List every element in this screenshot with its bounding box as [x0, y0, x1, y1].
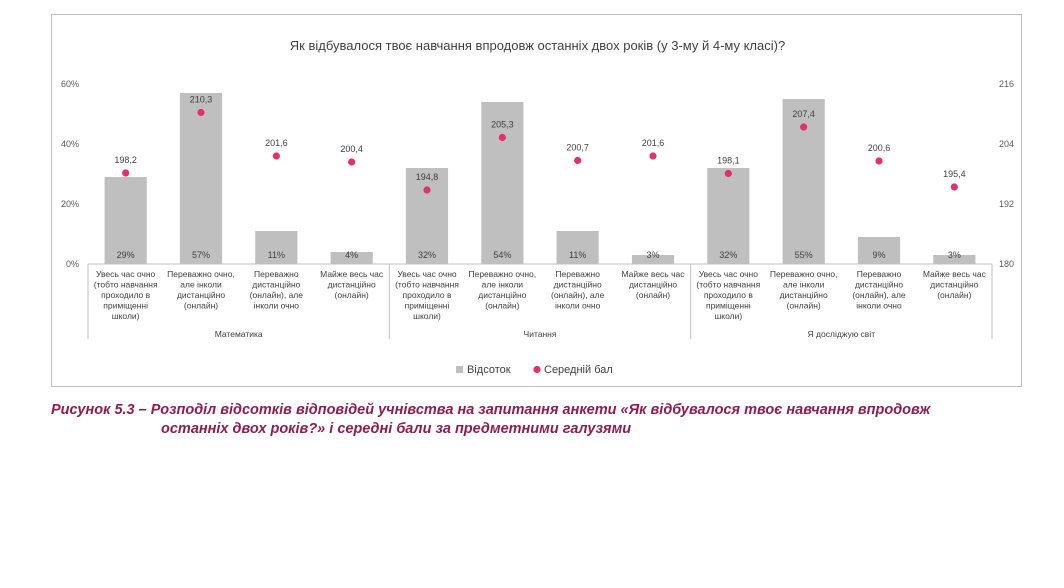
score-value-label: 200,4 [340, 144, 363, 154]
score-marker [725, 170, 732, 177]
bar-value-label: 57% [191, 250, 211, 260]
legend-label-percent: Відсоток [467, 364, 511, 376]
group-label: Математика [214, 329, 263, 339]
right-axis-tick-label: 180 [999, 259, 1015, 269]
score-value-label: 194,8 [415, 172, 439, 182]
left-axis-tick-label: 40% [60, 139, 79, 149]
category-label: Переважно дистанційно (онлайн), але інколи очно [550, 269, 605, 311]
score-marker [649, 152, 656, 159]
score-value-label: 200,7 [566, 142, 589, 153]
category-label: Переважно очно, але інколи дистанційно (онлайн) [769, 269, 838, 311]
category-label: Переважно дистанційно (онлайн), але інколи очно [249, 269, 304, 311]
score-marker [800, 123, 807, 130]
score-value-label: 201,6 [641, 138, 665, 148]
bar-value-label: 32% [417, 250, 437, 260]
score-marker [348, 158, 355, 165]
right-axis-tick-label: 216 [999, 79, 1015, 89]
caption-line-2: останніх двох років?» і середні бали за предметними галузями [161, 421, 632, 437]
right-axis-tick-label: 204 [999, 139, 1015, 149]
category-label: Майже весь час дистанційно (онлайн) [922, 269, 986, 300]
right-axis-tick-label: 192 [999, 199, 1015, 209]
score-marker [499, 134, 506, 141]
chart-svg [52, 15, 1023, 388]
category-label: Увесь час очно (тобто навчання проходило в приміщенні школи) [696, 269, 761, 321]
score-value-label: 201,6 [265, 138, 288, 148]
legend-marker-score [533, 366, 540, 373]
score-value-label: 207,4 [792, 109, 815, 119]
left-axis-tick-label: 60% [60, 79, 79, 89]
category-label: Переважно дистанційно (онлайн), але інколи очно [852, 269, 906, 311]
score-value-label: 205,3 [491, 119, 514, 130]
category-label: Переважно очно, але інколи дистанційно (онлайн) [468, 269, 537, 311]
figure-caption [51, 401, 1041, 439]
bar-value-label: 11% [267, 250, 286, 260]
score-marker [951, 183, 958, 190]
score-marker [122, 169, 129, 176]
category-label: Переважно очно, але інколи дистанційно (онлайн) [167, 269, 235, 311]
score-marker [423, 186, 430, 193]
chart-title: Як відбувалося твоє навчання впродовж останніх двох років (у 3-му й 4-му класі)? [289, 38, 786, 53]
caption-line-1: Рисунок 5.3 – Розподіл відсотків відповідей учнівства на запитання анкети «Як відбувалося твоє навчання впродовж [51, 402, 931, 418]
score-value-label: 198,2 [114, 155, 137, 165]
category-label: Увесь час очно (тобто навчання проходило в приміщенні школи) [93, 269, 158, 321]
bar-value-label: 54% [493, 250, 512, 260]
category-label: Майже весь час дистанційно (онлайн) [320, 269, 384, 300]
bar-value-label: 55% [794, 250, 813, 260]
bar-value-label: 32% [719, 250, 738, 260]
score-value-label: 200,6 [867, 143, 891, 153]
bar-value-label: 3% [947, 250, 961, 260]
category-label: Майже весь час дистанційно (онлайн) [621, 269, 685, 300]
score-value-label: 198,1 [717, 155, 740, 166]
bar-value-label: 29% [116, 250, 135, 260]
bar-value-label: 9% [872, 250, 886, 260]
group-label: Я досліджую світ [807, 329, 876, 339]
score-value-label: 210,3 [189, 94, 213, 105]
bar-value-label: 11% [568, 250, 587, 260]
score-value-label: 195,4 [943, 169, 966, 179]
legend-swatch-percent [456, 366, 463, 373]
chart-frame [51, 14, 1022, 387]
bar-value-label: 4% [345, 250, 359, 260]
bar-value-label: 3% [646, 250, 660, 260]
left-axis-tick-label: 0% [65, 259, 79, 269]
left-axis-tick-label: 20% [60, 199, 79, 209]
score-marker [574, 157, 581, 164]
legend-label-score: Середній бал [544, 364, 613, 376]
category-label: Увесь час очно (тобто навчання проходило в приміщенні школи) [395, 269, 459, 321]
score-marker [197, 109, 204, 116]
group-label: Читання [523, 329, 557, 339]
score-marker [273, 152, 280, 159]
bar [180, 93, 222, 264]
score-marker [875, 157, 882, 164]
